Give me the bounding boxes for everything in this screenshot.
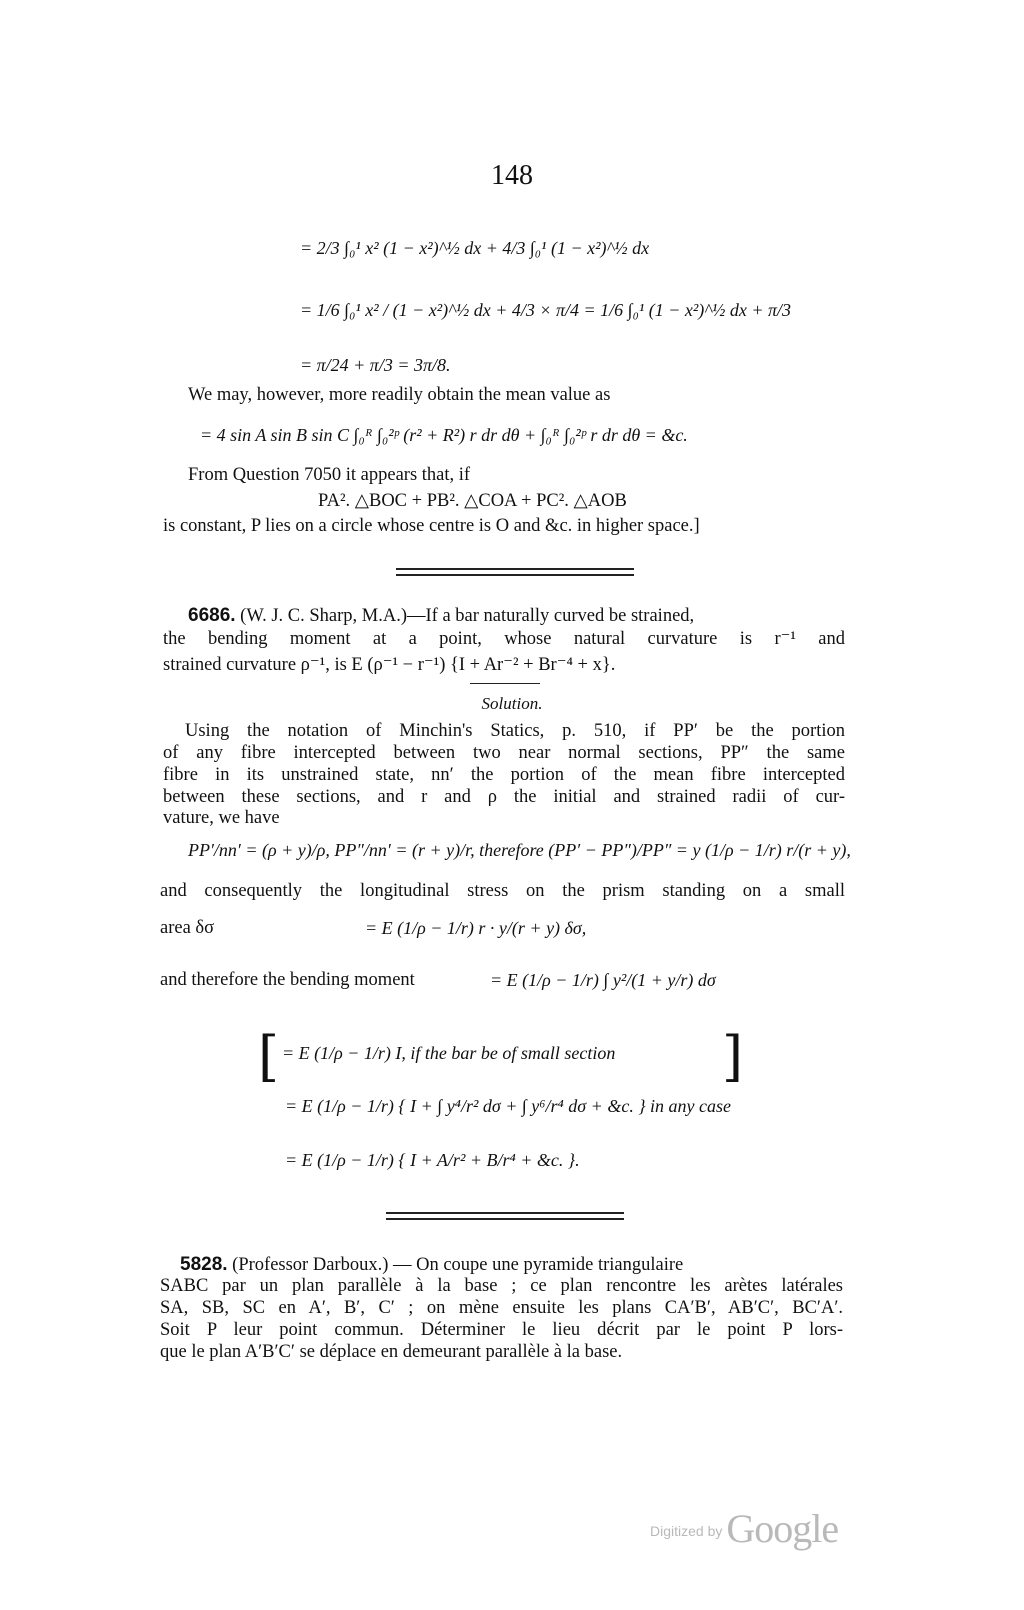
section-divider (396, 568, 634, 570)
area-formula: = E (1/ρ − 1/r) r · y/(r + y) δσ, (365, 918, 587, 938)
derivation-line-1: = 2/3 ∫₀¹ x² (1 − x²)^½ dx + 4/3 ∫₀¹ (1 − x²)^½ dx (300, 238, 650, 258)
left-square-bracket: [ (258, 1025, 280, 1088)
stress-statement: and consequently the longitudinal stress on the prism standing on a small (160, 881, 845, 901)
section-divider (386, 1212, 624, 1214)
derivation-line-2: = 1/6 ∫₀¹ x² / (1 − x²)^½ dx + 4/3 × π/4 = 1/6 ∫₀¹ (1 − x²)^½ dx + π/3 (300, 300, 792, 320)
problem-text-line: que le plan A′B′C′ se déplace en demeurant parallèle à la base. (160, 1342, 623, 1362)
problem-statement: — On coupe une pyramide triangulaire (392, 1255, 684, 1275)
moment-formula: = E (1/ρ − 1/r) ∫ y²/(1 + y/r) dσ (490, 970, 716, 990)
solution-paragraph-line: Using the notation of Minchin's Statics, p. 510, if PP′ be the portion (185, 721, 845, 741)
problem-5828-heading (180, 1254, 683, 1276)
problem-statement: —If a bar naturally curved be strained, (407, 606, 695, 626)
solution-rule (470, 683, 540, 684)
problem-text-line: SA, SB, SC en A′, B′, C′ ; on mène ensuite les plans CA′B′, AB′C′, BC′A′. (160, 1298, 843, 1318)
right-square-bracket: ] (722, 1025, 744, 1088)
problem-number: 6686. (188, 605, 236, 626)
triangle-expression: PA². △BOC + PB². △COA + PC². △AOB (318, 491, 627, 511)
solution-paragraph-line: fibre in its unstrained state, nn′ the portion of the mean fibre intercepted (163, 765, 845, 785)
mean-value-conclusion: is constant, P lies on a circle whose centre is O and &c. in higher space.] (163, 516, 700, 536)
problem-statement-line: strained curvature ρ⁻¹, is E (ρ⁻¹ − r⁻¹) {I + Ar⁻² + Br⁻⁴ + x}. (163, 655, 616, 675)
watermark-prefix: Digitized by (650, 1523, 723, 1539)
problem-statement-line: the bending moment at a point, whose natural curvature is r⁻¹ and (163, 629, 845, 649)
solution-paragraph-line: between these sections, and r and ρ the initial and strained radii of cur- (163, 787, 845, 807)
moment-label: and therefore the bending moment (160, 970, 415, 990)
section-divider (396, 574, 634, 576)
problem-text-line: SABC par un plan parallèle à la base ; ce plan rencontre les arètes latérales (160, 1276, 843, 1296)
digitized-watermark (650, 1505, 870, 1565)
question-reference: From Question 7050 it appears that, if (188, 465, 471, 485)
problem-number: 5828. (180, 1254, 228, 1275)
mean-value-formula: = 4 sin A sin B sin C ∫₀ᴿ ∫₀²ᵖ (r² + R²) r dr dθ + ∫₀ᴿ ∫₀²ᵖ r dr dθ = &c. (200, 425, 688, 445)
solution-paragraph-line: of any fibre intercepted between two near normal sections, PP″ the same (163, 743, 845, 763)
solution-paragraph-line: vature, we have (163, 808, 280, 828)
small-section-formula: = E (1/ρ − 1/r) I, if the bar be of small section (282, 1043, 616, 1063)
problem-author: (W. J. C. Sharp, M.A.) (240, 606, 408, 626)
problem-text-line: Soit P leur point commun. Déterminer le lieu décrit par le point P lors- (160, 1320, 843, 1340)
area-label: area δσ (160, 918, 215, 938)
section-divider (386, 1218, 624, 1220)
any-case-formula: = E (1/ρ − 1/r) { I + ∫ y⁴/r² dσ + ∫ y⁶/r⁴ dσ + &c. } in any case (285, 1096, 731, 1116)
solution-heading: Solution. (481, 694, 543, 713)
google-logo: Google (726, 1506, 839, 1551)
problem-author: (Professor Darboux.) (232, 1255, 389, 1275)
problem-6686-heading (188, 605, 694, 627)
page-number: 148 (491, 160, 533, 191)
mean-value-intro: We may, however, more readily obtain the mean value as (188, 385, 611, 405)
derivation-line-3: = π/24 + π/3 = 3π/8. (300, 355, 451, 375)
final-formula: = E (1/ρ − 1/r) { I + A/r² + B/r⁴ + &c. }. (285, 1150, 580, 1170)
ratio-equation: PP′/nn′ = (ρ + y)/ρ, PP″/nn′ = (r + y)/r, therefore (PP′ − PP″)/PP″ = y (1/ρ − 1/r) r/(r + y), (188, 840, 851, 860)
